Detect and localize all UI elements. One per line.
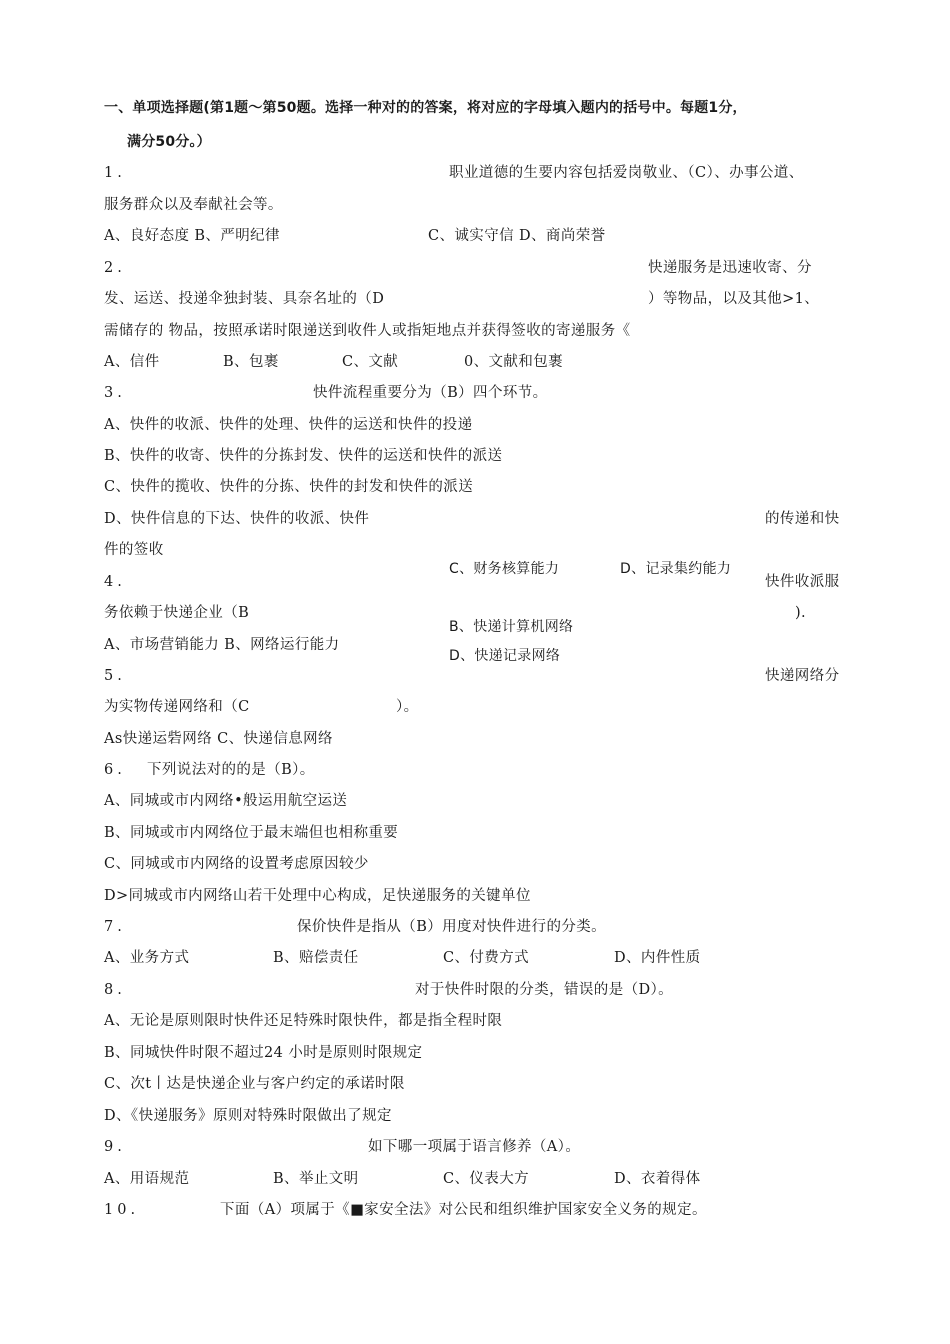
question-7-option-a: A、业务方式 <box>104 950 190 966</box>
question-7-stem: 保价快件是指从（B）用度对快件进行的分类。 <box>297 919 607 935</box>
question-7-option-b: B、赔偿责任 <box>273 950 359 966</box>
question-4-option-d: D、记录集约能力 <box>620 561 732 577</box>
question-3-option-d-end: 件的签收 <box>104 542 164 558</box>
question-7-number: 7. <box>104 919 126 935</box>
question-8-option-b: B、同城快件时限不超过24 小时是原则时限规定 <box>104 1045 423 1061</box>
question-3-number: 3. <box>104 385 126 401</box>
question-8-option-a: A、无论是原则限时快件还足特殊时限快件，都是指全程时限 <box>104 1013 503 1029</box>
question-6-number: 6. <box>104 762 126 778</box>
question-2-option-d: 0、文献和包裹 <box>464 354 564 370</box>
question-9-number: 9. <box>104 1139 126 1155</box>
question-4-option-c: C、财务核算能力 <box>449 561 560 577</box>
question-10-stem: 下面（A）项属于《■家安全法》对公民和组织维护国家安全义务的规定。 <box>220 1202 707 1218</box>
question-6-option-c: C、同城或市内网络的设置考虑原因较少 <box>104 856 369 872</box>
question-2-stem: 快递服务是迅速收寄、分 <box>648 260 812 276</box>
question-1-options-ab: A、良好态度 B、严明纪律 <box>104 228 280 244</box>
question-2-option-c: C、文献 <box>342 354 399 370</box>
question-8-number: 8. <box>104 982 126 998</box>
question-5-option-b: B、快递计算机网络 <box>449 619 574 635</box>
question-6-option-d: D>同城或市内网络山若干处理中心构成，足快递服务的关键单位 <box>104 888 531 904</box>
question-9-stem: 如下哪一项属于语言修养（A）。 <box>368 1139 581 1155</box>
question-4-stem-cont: 务依赖于快递企业（B <box>104 605 250 621</box>
question-2-number: 2. <box>104 260 126 276</box>
question-2-option-a: A、信件 <box>104 354 160 370</box>
question-1-stem-cont: 服务群众以及奉献社会等。 <box>104 197 283 213</box>
question-5-option-d: D、快递记录网络 <box>449 648 561 664</box>
question-5-stem: 快递网络分 <box>765 668 840 684</box>
question-6-option-b: B、同城或市内网络位于最末端但也相称重要 <box>104 825 399 841</box>
question-1-number: 1. <box>104 165 126 181</box>
question-9-option-c: C、仪表大方 <box>443 1171 529 1187</box>
question-4-stem: 快件收派服 <box>765 574 840 590</box>
question-5-stem-end: ）。 <box>396 699 419 715</box>
question-3-stem: 快件流程重要分为（B）四个环节。 <box>313 385 548 401</box>
question-3-option-a: A、快件的收派、快件的处理、快件的运送和快件的投递 <box>104 417 473 433</box>
question-7-option-c: C、付费方式 <box>443 950 529 966</box>
question-9-option-d: D、衣着得体 <box>614 1171 701 1187</box>
question-4-number: 4. <box>104 574 126 590</box>
question-8-option-c: C、次t丨达是快递企业与客户约定的承诺时限 <box>104 1076 405 1092</box>
question-9-option-b: B、举止文明 <box>273 1171 359 1187</box>
question-5-number: 5. <box>104 668 126 684</box>
question-6-option-a: A、同城或市内网络•般运用航空运送 <box>104 793 348 809</box>
question-3-option-c: C、快件的揽收、快件的分拣、快件的封发和快件的派送 <box>104 479 474 495</box>
question-1-stem: 职业道德的生要内容包括爱岗敬业、（C）、办事公道、 <box>449 165 804 181</box>
question-2-option-b: B、包裹 <box>223 354 279 370</box>
section-heading-cont: 满分50分。） <box>127 134 211 150</box>
question-5-options-ac: As快递运砦网络 C、快递信息网络 <box>104 731 333 747</box>
question-5-stem-cont: 为实物传递网络和（C <box>104 699 250 715</box>
question-4-stem-end: ). <box>795 605 807 621</box>
question-9-option-a: A、用语规范 <box>104 1171 190 1187</box>
question-2-stem-cont: 发、运送、投递伞独封装、具奈名址的（D <box>104 291 385 307</box>
question-7-option-d: D、内件性质 <box>614 950 701 966</box>
question-3-option-d-cont: 的传递和快 <box>765 511 840 527</box>
question-2-stem-cont-right: ）等物品，以及其他>1、 <box>648 291 820 307</box>
question-2-stem-end: 需储存的 物品，按照承诺时限递送到收件人或指矩地点并获得签收的寄递服务《 <box>104 323 631 339</box>
section-heading: 一、单项选择题(第1题〜第50题。选择一种对的的答案，将对应的字母填入题内的括号中。每题1分， <box>104 100 747 116</box>
question-8-option-d: D、《快递服务》原则对特殊时限做出了规定 <box>104 1108 392 1124</box>
question-3-option-b: B、快件的收寄、快件的分拣封发、快件的运送和快件的派送 <box>104 448 503 464</box>
question-8-stem: 对于快件时限的分类，错误的是（D）。 <box>415 982 674 998</box>
question-6-stem: 下列说法对的的是（B）。 <box>147 762 315 778</box>
question-1-options-cd: C、诚实守信 D、商尚荣誉 <box>428 228 606 244</box>
question-10-number: 10. <box>104 1202 140 1218</box>
question-3-option-d: D、快件信息的下达、快件的收派、快件 <box>104 511 370 527</box>
question-4-options-ab: A、市场营销能力 B、网络运行能力 <box>104 637 340 653</box>
